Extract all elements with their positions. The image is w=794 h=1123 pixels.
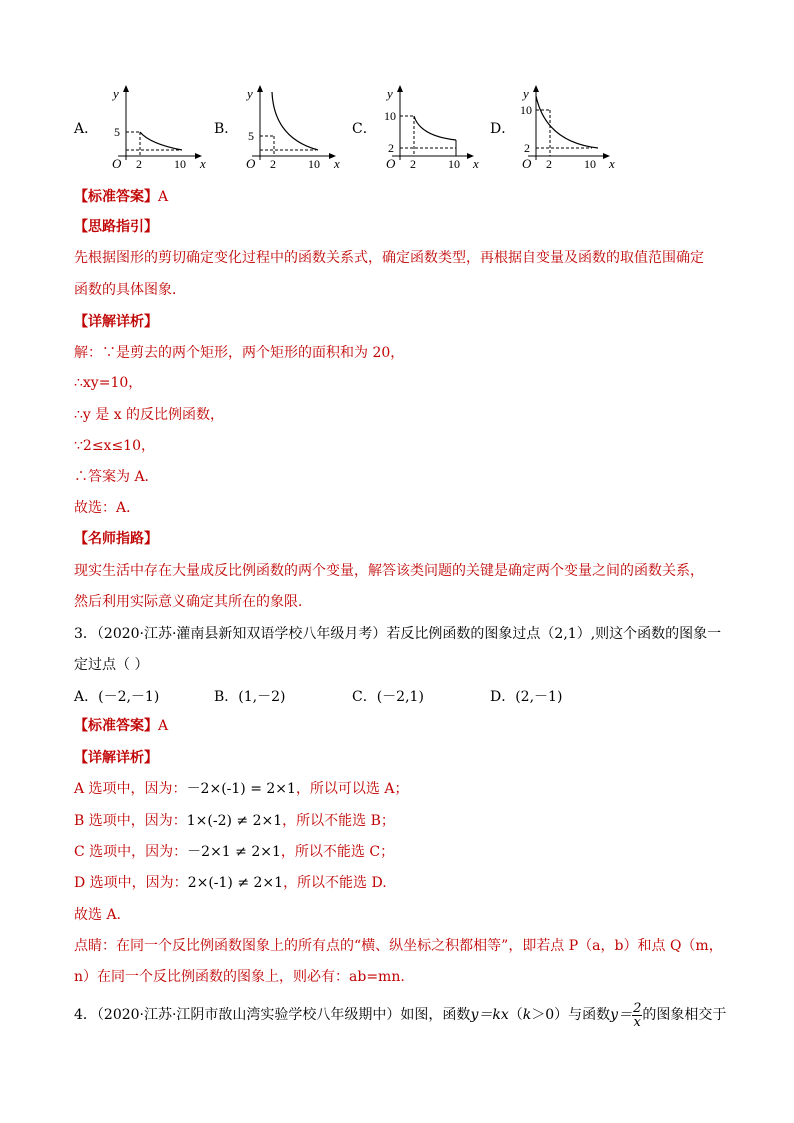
q3-option-d: D．(2,－1) [490, 689, 563, 705]
std-answer-value: A [158, 718, 169, 734]
x-axis-label: x [200, 156, 206, 171]
y-bottom-mark: 2 [524, 141, 530, 155]
y-arrow [123, 85, 129, 92]
q3-detail-label: 【详解详析】 [74, 750, 158, 766]
y-axis-label: y [247, 86, 253, 101]
x-axis-label: x [609, 156, 615, 171]
q2-std-answer-row [74, 187, 168, 207]
q4-function-2: y＝ [610, 1007, 633, 1023]
x2-mark: 10 [584, 157, 596, 171]
figure-d-label: D． [490, 121, 516, 137]
q4-prefix: 4．（2020·江苏·江阴市敔山湾实验学校八年级期中）如图，函数 [74, 1007, 471, 1023]
std-answer-value: A [158, 189, 169, 205]
q2-solution-step5: ∴答案为 A． [74, 469, 159, 485]
q3-analysis-d: D 选项中，因为：2×(-1) ≠ 2×1，所以不能选 D. [74, 875, 387, 891]
figure-c-label: C． [352, 121, 377, 137]
curve [414, 116, 456, 140]
q3-note-line2: n）在同一个反比例函数的图象上，则必有：ab=mn. [74, 969, 405, 985]
q2-detail-label: 【详解详析】 [74, 314, 158, 330]
y-axis-label: y [523, 86, 529, 101]
q3-analysis-b: B 选项中，因为：1×(-2) ≠ 2×1，所以不能选 B； [74, 813, 395, 829]
figure-a-graph [106, 82, 212, 172]
q2-teacher-line2: 然后利用实际意义确定其所在的象限． [74, 594, 312, 610]
origin-label: O [522, 156, 532, 171]
q3-note-line1: 点睛：在同一个反比例函数图象上的所有点的“横、纵坐标之积都相等”，即若点 P（a，b）和点 Q（m， [74, 938, 723, 954]
q2-solution-step6: 故选：A． [74, 500, 141, 516]
q4-stem: 4．（2020·江苏·江阴市敔山湾实验学校八年级期中）如图，函数y＝kx（k＞0）与函数y＝ $\frac{2}{x}$ 的图象相交于 [74, 1000, 727, 1030]
q2-hint-line1: 先根据图形的剪切确定变化过程中的函数关系式，确定函数类型，再根据自变量及函数的取值范围确定 [74, 250, 704, 266]
q2-solution-step1: 解：∵是剪去的两个矩形，两个矩形的面积和为 20， [74, 345, 405, 361]
q3-stem-line2: 定过点（ ） [74, 657, 149, 673]
origin-label: O [112, 156, 122, 171]
q2-solution-step3: ∴y 是 x 的反比例函数， [74, 407, 225, 423]
curve [140, 132, 182, 150]
x2-mark: 10 [308, 157, 320, 171]
q2-hint-line2: 函数的具体图象． [74, 282, 186, 298]
origin-label: O [386, 156, 396, 171]
figure-c-graph [374, 82, 484, 172]
std-answer-label: 【标准答案】 [74, 718, 158, 734]
origin-label: O [246, 156, 256, 171]
x-axis-label: x [334, 156, 340, 171]
x1-mark: 2 [270, 157, 276, 171]
q2-teacher-label: 【名师指路】 [74, 531, 158, 547]
y-mark: 5 [114, 125, 120, 139]
q4-function-1: y＝kx [470, 1007, 509, 1023]
q2-teacher-line1: 现实生活中存在大量成反比例函数的两个变量，解答该类问题的关键是确定两个变量之间的函数关系， [74, 563, 704, 579]
q3-option-a: A．(－2,－1) [74, 689, 160, 705]
curve [272, 92, 318, 150]
q3-stem-line1: 3．（2020·江苏·灌南县新知双语学校八年级月考）若反比例函数的图象过点（2,1）,则这个函数的图象一 [74, 626, 722, 642]
q2-hint-label: 【思路指引】 [74, 219, 158, 235]
y-top-mark: 10 [520, 103, 532, 117]
y-mark: 5 [248, 129, 254, 143]
y-axis-label: y [387, 86, 393, 101]
figure-a-label: A． [74, 121, 99, 137]
q3-analysis-c: C 选项中，因为：－2×1 ≠ 2×1，所以不能选 C； [74, 844, 395, 860]
q4-fraction: $\frac{2}{x}$ [633, 1000, 642, 1030]
x-axis-label: x [473, 156, 479, 171]
curve [536, 96, 598, 148]
q3-option-b: B．(1,－2) [214, 689, 286, 705]
q2-solution-step4: ∵2≤x≤10， [74, 438, 155, 454]
x2-mark: 10 [448, 157, 460, 171]
x2-mark: 10 [174, 157, 186, 171]
x1-mark: 2 [410, 157, 416, 171]
std-answer-label: 【标准答案】 [74, 189, 158, 205]
figure-b-label: B． [214, 121, 239, 137]
q3-std-answer-row [74, 716, 168, 736]
q3-option-c: C．(－2,1) [352, 689, 424, 705]
x1-mark: 2 [546, 157, 552, 171]
x1-mark: 2 [136, 157, 142, 171]
figure-b-graph [240, 82, 346, 172]
figure-d-graph [510, 82, 620, 172]
q2-solution-step2: ∴xy=10， [74, 375, 143, 391]
y-axis-label: y [113, 86, 119, 101]
y-top-mark: 10 [384, 109, 396, 123]
y-bottom-mark: 2 [388, 141, 394, 155]
q3-choose: 故选 A. [74, 907, 122, 923]
q3-analysis-a: A 选项中，因为：－2×(-1) = 2×1，所以可以选 A； [74, 781, 409, 797]
